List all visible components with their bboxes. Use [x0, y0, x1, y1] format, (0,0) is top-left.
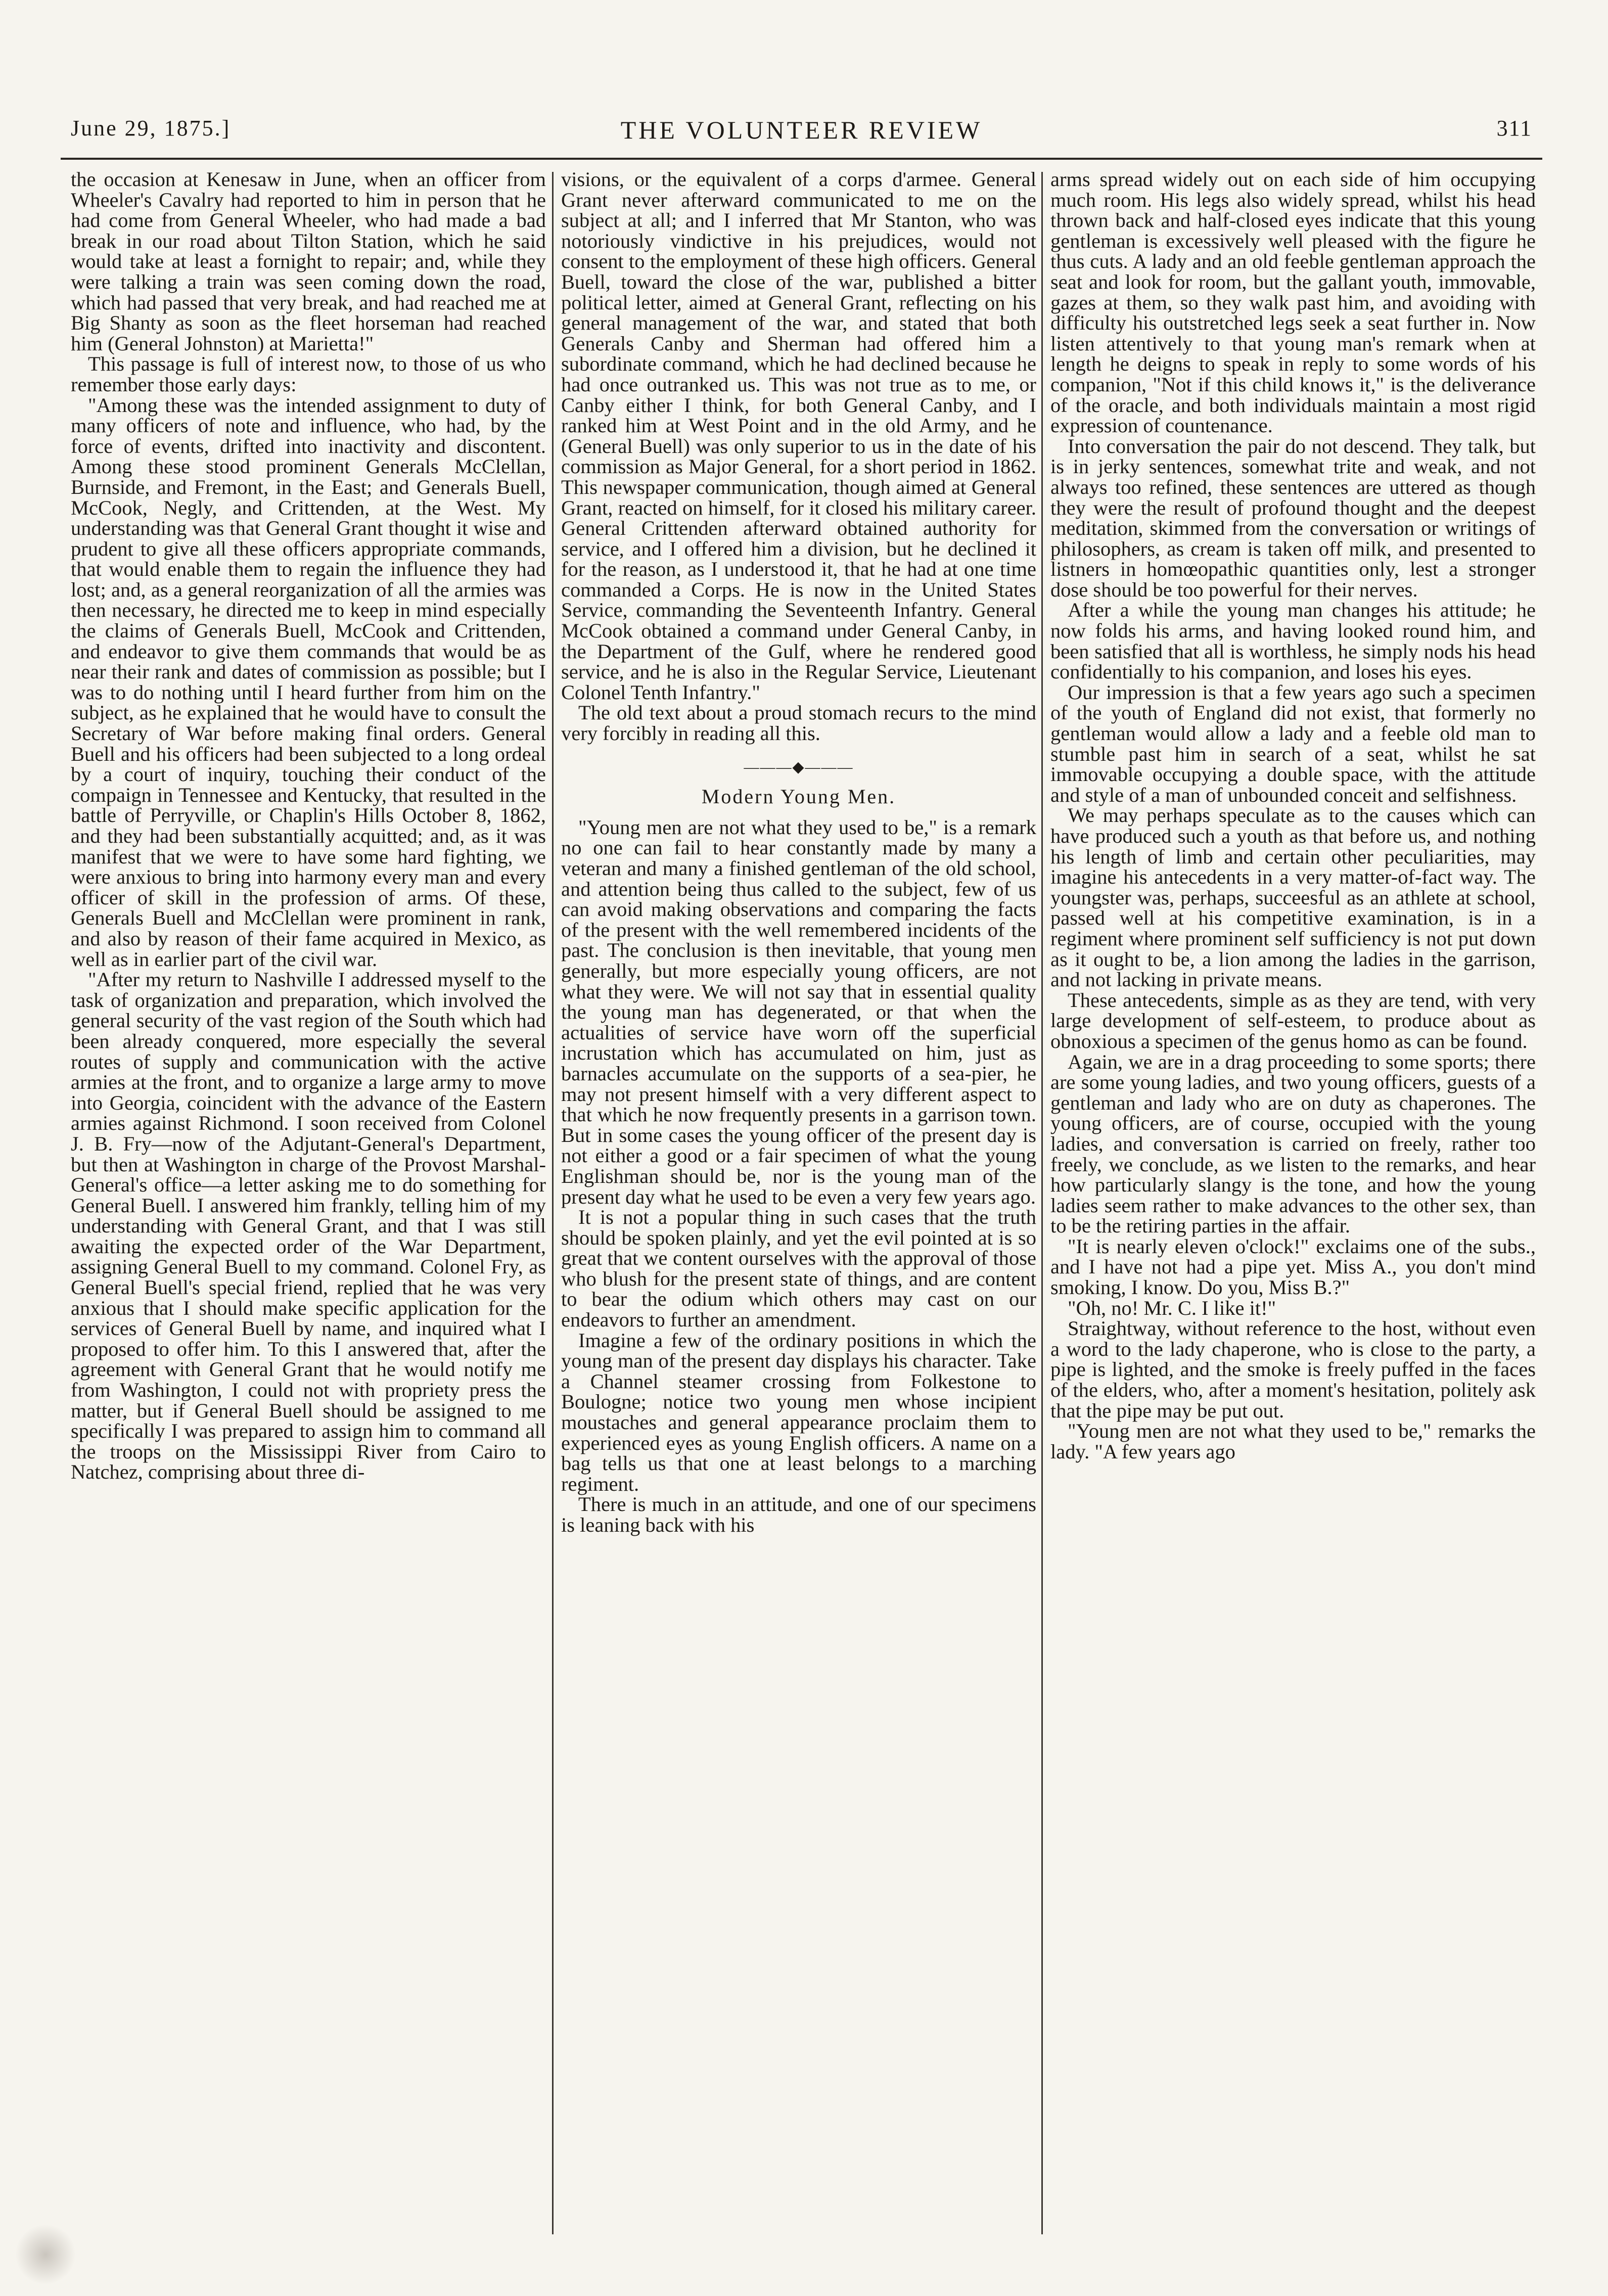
paragraph: The old text about a proud stomach recurs to the mind very forcibly in reading all this.: [561, 701, 1036, 745]
page-header: [71, 115, 1532, 156]
paragraph: Into conversation the pair do not descend. They talk, but is in jerky sentences, somewhat trite and weak, and not always too refined, these sentences are uttered as though they were the result of profound thought and the deepest meditation, skimmed from the conversation or writings of philosophers, as cream is taken off milk, and presented to listners in homœopathic quantities only, lest a stronger dose should be too powerful for their nerves.: [1050, 434, 1536, 601]
paragraph: "Oh, no! Mr. C. I like it!": [1068, 1296, 1276, 1319]
column-divider: [552, 172, 554, 2234]
paragraph: "Young men are not what they used to be," remarks the lady. "A few years ago: [1050, 1419, 1536, 1463]
ink-smudge: [15, 2224, 76, 2285]
paragraph: It is not a popular thing in such cases that the truth should be spoken plainly, and yet the evil pointed at is so great that we content ourselves with the approval of those who blush for the present state of things, and are content to bear the odium which others may cast on our endeavors to further an amendment.: [561, 1206, 1036, 1331]
paragraph: arms spread widely out on each side of him occupying much room. His legs also widely spread, whilst his head thrown back and half-closed eyes indicate that this young gentleman is excessively well pleased with the figure he thus cuts. A lady and an old feeble gentleman approach the seat and look for room, but the gallant youth, immovable, gazes at them, so they walk past him, and avoiding with difficulty his outstretched legs seek a seat further in. Now listen attentively to that young man's remark when at length he deigns to speak in reply to some words of his companion, "Not if this child knows it," is the deliverance of the oracle, and both individuals maintain a most rigid expression of countenance.: [1050, 169, 1536, 437]
section-separator: ———◆———: [744, 758, 854, 775]
paragraph: This passage is full of interest now, to those of us who remember those early days:: [71, 352, 546, 396]
paragraph: Our impression is that a few years ago such a specimen of the youth of England did not exist, that formerly no gentleman would allow a lady and a feeble old man to stumble past him in search of a seat, whilst he sat immovable occupying a double space, with the attitude and style of a man of unbounded conceit and selfishness.: [1050, 680, 1536, 806]
paragraph: visions, or the equivalent of a corps d'armee. General Grant never afterward communicated to me on the subject at all; and I inferred that Mr Stanton, who was notoriously vindictive in his prejudices, would not consent to the employment of these high officers. General Buell, toward the close of the war, published a bitter political letter, aimed at General Grant, reflecting on his general management of the war, and stated that both Generals Canby and Sherman had offered him a subordinate command, which he had declined because he had once outranked us. This was not true as to me, or Canby either I think, for both General Canby, and I ranked him at West Point and in the old Army, and he (General Buell) was only superior to us in the date of his commission as Major General, for a short period in 1862. This newspaper communication, though aimed at General Grant, reacted on himself, for it closed his military career. General Crittenden afterward obtained authority for service, and I offered him a division, but he declined it for the reason, as I understood it, that he had at one time commanded a Corps. He is now in the United States Service, commanding the Seventeenth Infantry. General McCook obtained a command under General Canby, in the Department of the Gulf, where he rendered good service, and he is also in the Regular Service, Lieutenant Colonel Tenth Infantry.": [561, 169, 1036, 704]
paragraph: Again, we are in a drag proceeding to some sports; there are some young ladies, and two young officers, guests of a gentleman and lady who are on duty as chaperones. The young officers, are of course, occupied with the young ladies, and conversation is carried on freely, rather too freely, we conclude, as we listen to the remarks, and hear how particularly slangy is the tone, and how the young ladies seem rather to make advances to the other sex, than to be the retiring parties in the affair.: [1050, 1050, 1536, 1237]
column-2: [561, 169, 1036, 2272]
publication-title: THE VOLUNTEER REVIEW: [620, 116, 983, 144]
paragraph: Straightway, without reference to the host, without even a word to the lady chaperone, who is close to the party, a pipe is lighted, and the smoke is freely puffed in the faces of the elders, who, after a moment's hesitation, politely ask that the pipe may be put out.: [1050, 1317, 1536, 1422]
paragraph: "Among these was the intended assignment to duty of many officers of note and influence, who had, by the force of events, drifted into inactivity and discontent. Among these stood prominent Generals McClellan, Burnside, and Fremont, in the East; and Generals Buell, McCook, Negly, and Crittenden, at the West. My understanding was that General Grant thought it wise and prudent to give all these officers appropriate commands, that would enable them to regain the influence they had lost; and, as a general reorganization of all the armies was then necessary, he directed me to keep in mind especially the claims of Generals Buell, McCook and Crittenden, and endeavor to give them commands that would be as near their rank and dates of commission as possible; but I was to do nothing until I heard further from him on the subject, as he explained that he would have to consult the Secretary of War before making final orders. General Buell and his officers had been subjected to a long ordeal by a court of inquiry, touching their conduct of the compaign in Tennessee and Kentucky, that resulted in the battle of Perryville, or Chaplin's Hills October 8, 1862, and they had been substantially acquitted; and, as it was manifest that we were to have some hard fighting, we were anxious to bring into harmony every man and every officer of skill in the profession of arms. Of these, Generals Buell and McClellan were prominent in rank, and also by reason of their fame acquired in Mexico, as well as in earlier part of the civil war.: [71, 393, 546, 971]
column-divider: [1041, 172, 1043, 2234]
paragraph: These antecedents, simple as as they are tend, with very large development of self-esteem, to produce about as obnoxious a specimen of the genus homo as can be found.: [1050, 988, 1536, 1052]
column-3: [1050, 169, 1536, 2272]
paragraph: After a while the young man changes his attitude; he now folds his arms, and having looked round him, and been satisfied that all is worthless, he simply nods his head confidentially to his companion, and loses his eyes.: [1050, 599, 1536, 683]
paragraph: "After my return to Nashville I addressed myself to the task of organization and preparation, which involved the general security of the vast region of the South which had been already conquered, more especially the several routes of supply and communication with the active armies at the front, and to organize a large army to move into Georgia, coincident with the advance of the Eastern armies against Richmond. I soon received from Colonel J. B. Fry—now of the Adjutant-General's Department, but then at Washington in charge of the Provost Marshal-General's office—a letter asking me to do something for General Buell. I answered him frankly, telling him of my understanding with General Grant, and that I was still awaiting the expected order of the War Department, assigning General Buell to my command. Colonel Fry, as General Buell's special friend, replied that he was very anxious that I should make specific application for the services of General Buell by name, and inquired what I proposed to offer him. To this I answered that, after the agreement with General Grant that he would notify me from Washington, I could not with propriety press the matter, but if General Buell should be assigned to me specifically I was prepared to assign him to command all the troops on the Mississippi River from Cairo to Natchez, comprising about three di-: [71, 968, 546, 1484]
paragraph: We may perhaps speculate as to the causes which can have produced such a youth as that before us, and nothing his length of limb and certain other peculiarities, may imagine his antecedents in a very matter-of-fact way. The youngster was, perhaps, succeesful as an athlete at school, passed well at his competitive examination, is in a regiment where prominent self sufficiency is not put down as it ought to be, a lion among the ladies in the garrison, and not lacking in private means.: [1050, 804, 1536, 991]
paragraph: "Young men are not what they used to be," is a remark no one can fail to hear constantly made by many a veteran and many a finished gentleman of the old school, and attention being thus called to the subject, few of us can avoid making observations and comparing the facts of the present with the well remembered incidents of the past. The conclusion is then inevitable, that young men generally, but more especially young officers, are not what they were. We will not say that in essential quality the young man has degenerated, or that when the actualities of service have worn off the superficial incrustation which has accumulated on him, just as barnacles accumulate on the supports of a sea-pier, he may not present himself with a very different aspect to that which he now frequently presents in a garrison town. But in some cases the young officer of the present day is not either a good or a fair specimen of what the young Englishman should be, nor is the young man of the present day what he used to be even a very few years ago.: [561, 815, 1036, 1208]
page-number: 311: [1496, 116, 1532, 141]
paragraph: the occasion at Kenesaw in June, when an officer from Wheeler's Cavalry had reported to him in person that he had come from General Wheeler, who had made a bad break in our road about Tilton Station, which he said would take at least a fornight to repair; and, while they were talking a train was seen coming down the road, which had passed that very break, and had reached me at Big Shanty as soon as the fleet horseman had reached him (General Johnston) at Marietta!": [71, 169, 546, 355]
paragraph: There is much in an attitude, and one of our specimens is leaning back with his: [561, 1493, 1036, 1536]
article-title: Modern Young Men.: [701, 785, 896, 808]
paragraph: "It is nearly eleven o'clock!" exclaims one of the subs., and I have not had a pipe yet. Miss A., you don't mind smoking, I know. Do you, Miss B.?": [1050, 1234, 1536, 1299]
issue-date: June 29, 1875.]: [71, 116, 231, 141]
column-1: [71, 169, 546, 2272]
paragraph: Imagine a few of the ordinary positions in which the young man of the present day displays his character. Take a Channel steamer crossing from Folkestone to Boulogne; notice two young men whose incipient moustaches and general appearance proclaim them to experienced eyes as young English officers. A name on a bag tells us that one at least belongs to a marching regiment.: [561, 1328, 1036, 1495]
header-rule: [61, 158, 1542, 160]
